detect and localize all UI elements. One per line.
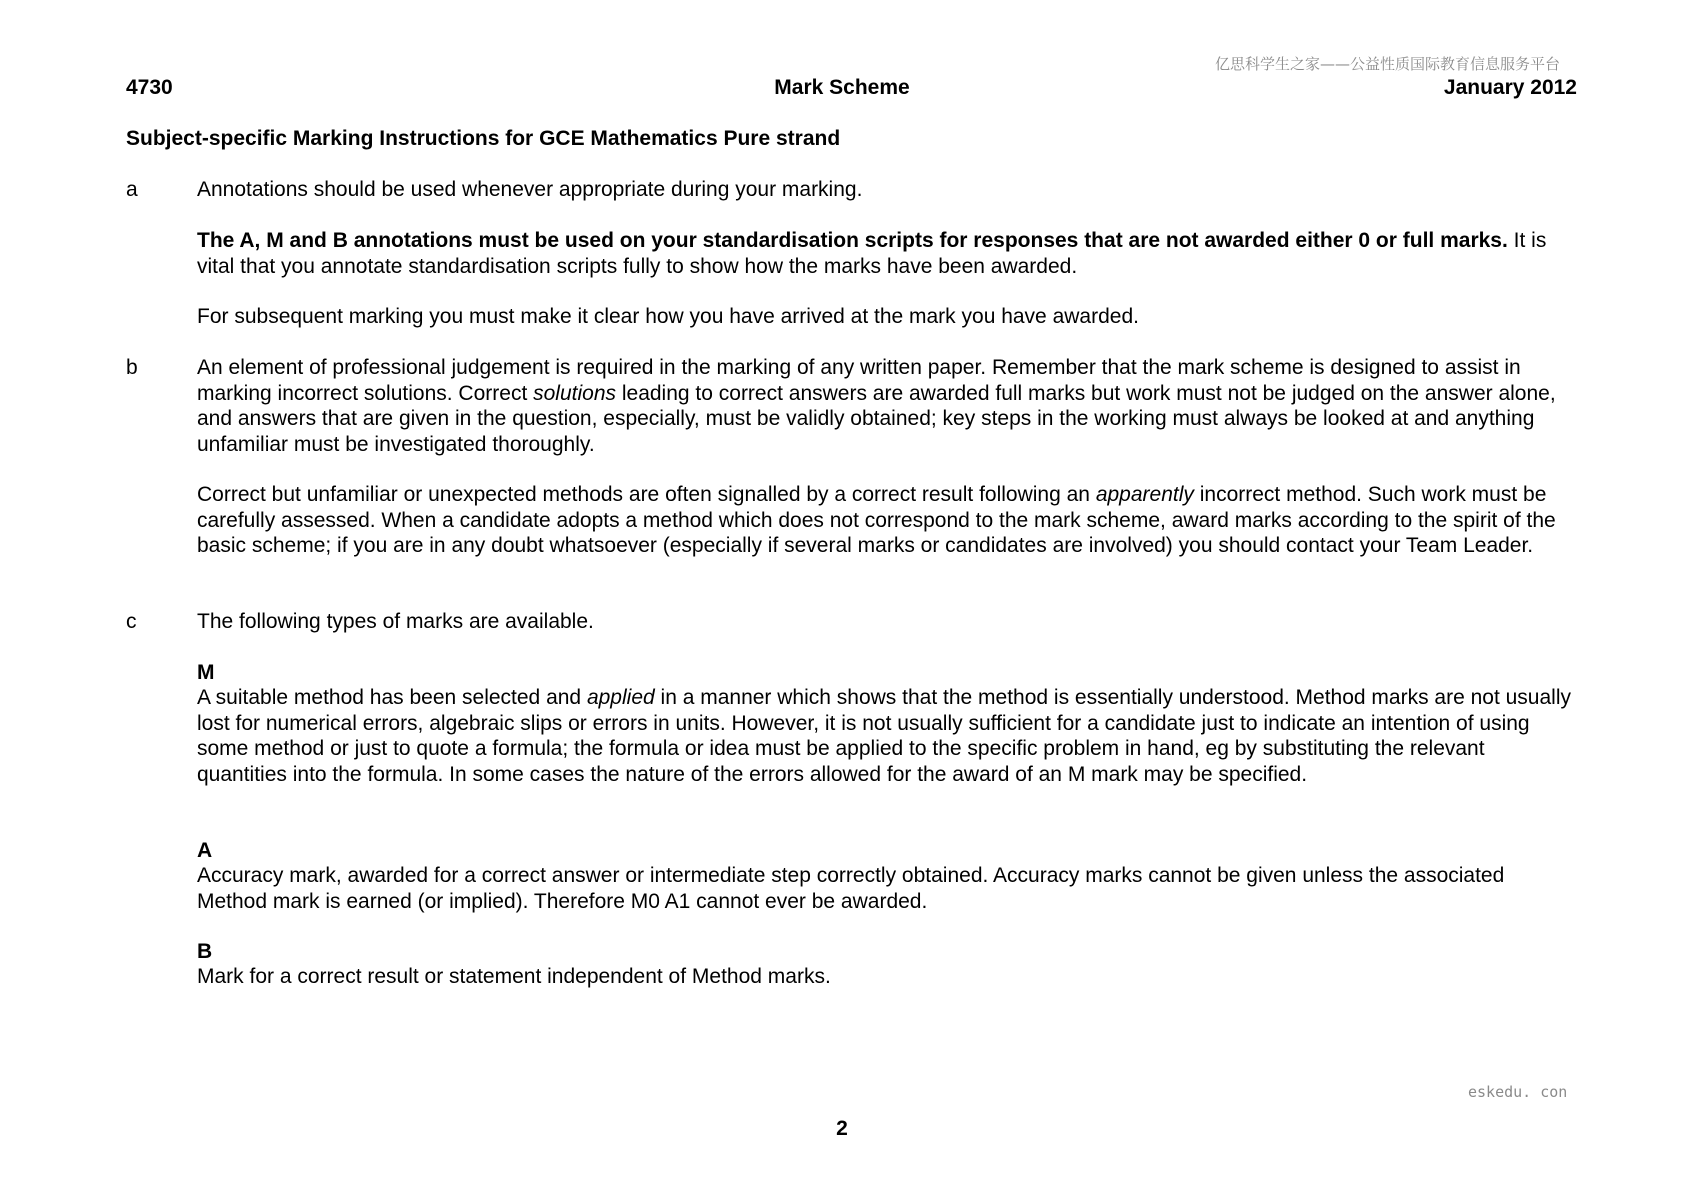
header-code: 4730: [126, 76, 173, 99]
item-a-paragraph-3: For subsequent marking you must make it clear how you have arrived at the mark you have awarded.: [197, 305, 1139, 328]
item-c-letter: c: [126, 610, 137, 633]
item-b-letter: b: [126, 356, 138, 379]
item-b-paragraph-1-italic: solutions: [533, 381, 617, 405]
item-a-paragraph-2: [197, 228, 1577, 279]
mark-type-m-heading: M: [197, 661, 215, 684]
item-b-paragraph-1-end: leading to correct answers are awarded full marks but work must not be judged on the answer alone, and answers that are given in the question, especially, must be validly obtained; key steps in the working must always be looked at and anything unfamiliar must be investigated thoroughly.: [197, 381, 1556, 456]
item-b-paragraph-1-start: An element of professional judgement is required in the marking of any written paper. Remember that the mark scheme is designed to assist in marking incorrect solutions. Correct: [197, 356, 1521, 405]
mark-type-m-description-end: in a manner which shows that the method is essentially understood. Method marks are not usually lost for numerical errors, algebraic slips or errors in units. However, it is not usually sufficient for a candidate just to indicate an intention of using some method or just to quote a formula; the formula or idea must be applied to the specific problem in hand, eg by substituting the relevant quantities into the formula. In some cases the nature of the errors allowed for the award of an M mark may be specified.: [197, 686, 1571, 786]
item-a-paragraph-2-rest: It is vital that you annotate standardisation scripts fully to show how the marks have been awarded.: [197, 229, 1547, 278]
watermark-top: 亿思科学生之家——公益性质国际教育信息服务平台: [1214, 55, 1560, 73]
item-a-paragraph-1: Annotations should be used whenever appropriate during your marking.: [197, 178, 863, 201]
page-number: 2: [836, 1117, 848, 1140]
item-a-paragraph-2-bold: The A, M and B annotations must be used on your standardisation scripts for responses that are not awarded either 0 or full marks.: [197, 229, 1508, 252]
mark-type-a-description: Accuracy mark, awarded for a correct answer or intermediate step correctly obtained. Accuracy marks cannot be given unless the associated Method mark is earned (or implied). Therefore M0 A1 cannot ever be awarded.: [197, 864, 1505, 913]
item-a-letter: a: [126, 178, 138, 201]
header-date: January 2012: [1443, 76, 1577, 99]
item-c-intro: The following types of marks are available.: [197, 610, 594, 633]
watermark-bottom: eskedu. con: [1468, 1083, 1568, 1101]
mark-type-a-heading: A: [197, 839, 213, 862]
item-b-paragraph-2: [197, 482, 1577, 559]
mark-type-m-description: [197, 685, 1577, 787]
item-b-paragraph-2-italic: apparently: [1095, 483, 1194, 506]
section-title: Subject-specific Marking Instructions for GCE Mathematics Pure strand: [126, 127, 841, 150]
mark-type-b-heading: B: [197, 940, 213, 963]
header-title: Mark Scheme: [774, 76, 910, 99]
mark-type-m-description-start: A suitable method has been selected and: [197, 686, 587, 709]
item-b-paragraph-2-end: incorrect method. Such work must be carefully assessed. When a candidate adopts a method which does not correspond to the mark scheme, award marks according to the spirit of the basic scheme; if you are in any doubt whatsoever (especially if several marks or candidates are involved) you should contact your Team Leader.: [197, 483, 1556, 557]
item-b-paragraph-1: [197, 355, 1577, 457]
mark-type-m-description-italic: applied: [586, 686, 655, 709]
item-b-paragraph-2-start: Correct but unfamiliar or unexpected methods are often signalled by a correct result following an: [197, 483, 1096, 506]
mark-type-b-description: Mark for a correct result or statement independent of Method marks.: [197, 965, 831, 988]
